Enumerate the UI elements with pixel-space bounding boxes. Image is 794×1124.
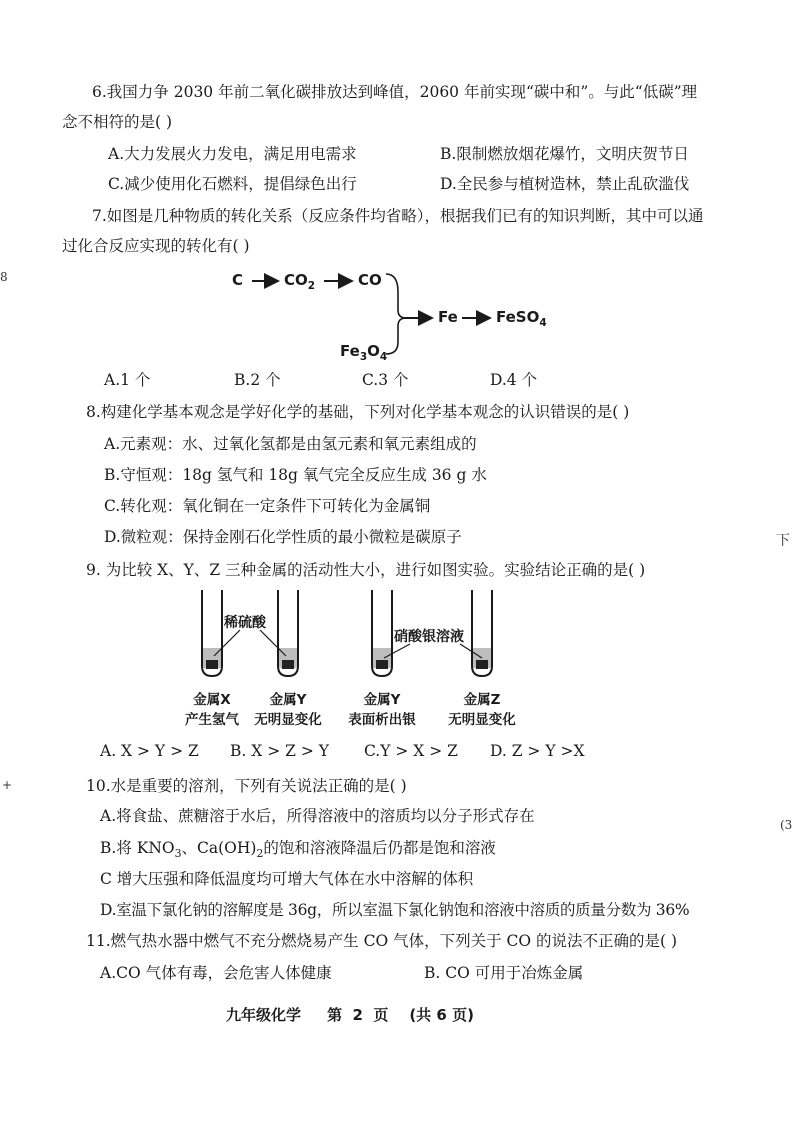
q9-option-a: A. X > Y > Z xyxy=(100,742,199,760)
test-tubes xyxy=(160,584,580,684)
tube-1-result: 产生氢气 xyxy=(185,712,239,728)
q8-option-c: C.转化观：氧化铜在一定条件下可转化为金属铜 xyxy=(104,497,431,515)
q9-experiment-figure xyxy=(160,584,580,734)
formula-c: C xyxy=(232,271,244,289)
q7-stem-line2: 过化合反应实现的转化有( ) xyxy=(62,237,250,255)
q6-option-b: B.限制燃放烟花爆竹，文明庆贺节日 xyxy=(440,145,689,163)
label-silver-nitrate: 硝酸银溶液 xyxy=(394,629,464,645)
q6-stem-line1: 6.我国力争 2030 年前二氧化碳排放达到峰值，2060 年前实现“碳中和”。与此“低碳”理 xyxy=(92,83,698,101)
formula-fe: Fe xyxy=(438,308,458,326)
pointer-acid1-right xyxy=(260,630,286,656)
formula-co: CO xyxy=(358,271,382,289)
q10-stem: 10.水是重要的溶剂，下列有关说法正确的是( ) xyxy=(86,777,407,795)
test-tube-1 xyxy=(202,590,222,676)
formula-fe3o4: $Fe_3O_4$ xyxy=(340,342,388,363)
q7-option-a: A.1 个 xyxy=(104,371,151,389)
tube-2-result: 无明显变化 xyxy=(254,712,322,728)
q6-option-a: A.大力发展火力发电，满足用电需求 xyxy=(108,145,357,163)
q8-option-a: A.元素观：水、过氧化氢都是由氢元素和氧元素组成的 xyxy=(104,435,477,453)
q7-option-d: D.4 个 xyxy=(490,371,538,389)
q10-option-a: A.将食盐、蔗糖溶于水后，所得溶液中的溶质均以分子形式存在 xyxy=(100,807,535,825)
tube-4-result: 无明显变化 xyxy=(448,712,516,728)
q9-option-d: D. Z > Y >X xyxy=(490,742,585,760)
margin-mark-left-2: + xyxy=(2,778,13,792)
tube-3-metal: 金属Y xyxy=(363,692,401,708)
label-dilute-sulfuric-acid: 稀硫酸 xyxy=(224,615,266,631)
q7-option-c: C.3 个 xyxy=(362,371,409,389)
q10-option-c: C 增大压强和降低温度均可增大气体在水中溶解的体积 xyxy=(100,870,474,888)
tube-4-metal: 金属Z xyxy=(463,692,501,708)
q9-stem: 9. 为比较 X、Y、Z 三种金属的活动性大小，进行如图实验。实验结论正确的是( ) xyxy=(86,561,646,579)
q9-option-c: C.Y > X > Z xyxy=(364,742,458,760)
q8-option-b: B.守恒观：18g 氢气和 18g 氧气完全反应生成 36 g 水 xyxy=(104,466,487,484)
q10-option-b: B.将 $KNO_3$、$Ca(OH)_2$的饱和溶液降温后仍都是饱和溶液 xyxy=(100,839,496,861)
q6-option-d: D.全民参与植树造林，禁止乱砍滥伐 xyxy=(440,175,690,193)
q7-stem-line1: 7.如图是几种物质的转化关系（反应条件均省略），根据我们已有的知识判断，其中可以通 xyxy=(92,207,704,225)
q7-conversion-diagram xyxy=(220,262,560,362)
q11-option-a: A.CO 气体有毒，会危害人体健康 xyxy=(100,964,332,982)
q11-stem: 11.燃气热水器中燃气不充分燃烧易产生 CO 气体，下列关于 CO 的说法不正确的是( ) xyxy=(86,932,678,950)
q11-option-b: B. CO 可用于冶炼金属 xyxy=(424,964,584,982)
formula-co2: $CO_2$ xyxy=(284,271,316,292)
q7-option-b: B.2 个 xyxy=(234,371,281,389)
q6-stem-line2: 念不相符的是( ) xyxy=(62,113,173,131)
q8-stem: 8.构建化学基本观念是学好化学的基础，下列对化学基本观念的认识错误的是( ) xyxy=(86,403,630,421)
brace xyxy=(386,274,406,354)
q6-option-c: C.减少使用化石燃料，提倡绿色出行 xyxy=(108,175,357,193)
tube-1-metal: 金属X xyxy=(193,692,231,708)
pointer-acid1-left xyxy=(214,630,240,656)
margin-mark-right-2: (3 xyxy=(780,818,793,832)
margin-mark-right-1: 下 xyxy=(776,533,790,549)
test-tube-2 xyxy=(278,590,298,676)
test-tube-4 xyxy=(472,590,492,676)
tube-2-metal: 金属Y xyxy=(269,692,307,708)
test-tube-3 xyxy=(372,590,392,676)
tube-3-result: 表面析出银 xyxy=(348,712,416,728)
margin-mark-left-1: 8 xyxy=(0,270,8,284)
formula-feso4: FeSO$_4$ xyxy=(496,308,547,329)
page-footer: 九年级化学 第 2 页 (共 6 页) xyxy=(226,1006,474,1024)
q9-option-b: B. X > Z > Y xyxy=(230,742,329,760)
q10-option-d: D.室温下氯化钠的溶解度是 36g，所以室温下氯化钠饱和溶液中溶质的质量分数为 36% xyxy=(100,901,690,919)
q8-option-d: D.微粒观：保持金刚石化学性质的最小微粒是碳原子 xyxy=(104,528,462,546)
